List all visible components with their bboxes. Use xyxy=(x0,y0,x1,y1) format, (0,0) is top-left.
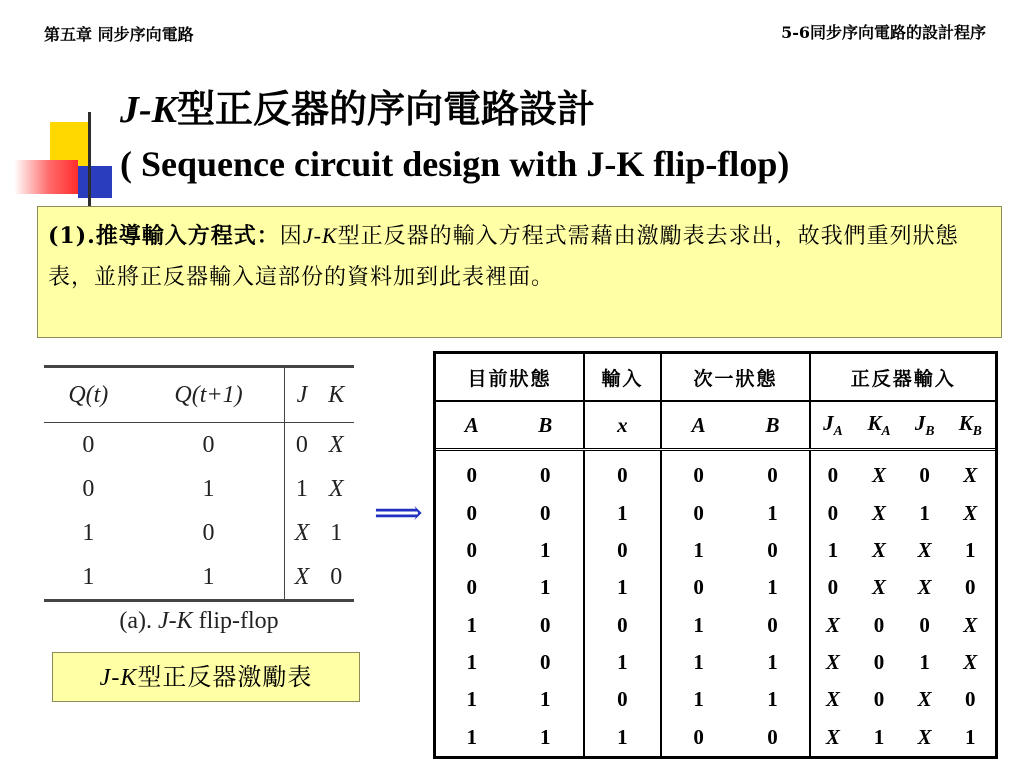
caption-pre: (a). xyxy=(119,608,158,634)
state-cell: 0 xyxy=(873,687,885,712)
state-cell: 0 xyxy=(466,537,477,562)
chapter-header: 第五章 同步序向電路 xyxy=(44,25,194,44)
state-row xyxy=(436,644,995,681)
excitation-cell: 0 xyxy=(82,475,95,502)
state-table-body xyxy=(436,450,995,757)
excitation-header-row xyxy=(44,367,354,423)
group-present-state: 目前狀態 xyxy=(436,354,584,401)
note-jk: J-K xyxy=(302,223,338,248)
state-cell: 1 xyxy=(539,537,551,562)
state-row xyxy=(436,681,995,718)
state-cell: 1 xyxy=(919,500,930,525)
excitation-label-box xyxy=(52,652,360,702)
label-jk: J-K xyxy=(99,665,138,691)
subscript-a: A xyxy=(881,423,891,439)
state-cell: 1 xyxy=(767,650,778,675)
state-cell: 0 xyxy=(584,532,661,569)
state-cell: 1 xyxy=(466,612,477,637)
state-cell: 0 xyxy=(767,612,778,637)
state-cell: X xyxy=(810,719,854,756)
excitation-cell: X xyxy=(328,431,344,458)
state-cell: 1 xyxy=(661,532,736,569)
note-text-1: 因 xyxy=(279,224,303,249)
state-cell: 1 xyxy=(466,724,477,749)
state-sub-header-row xyxy=(436,401,995,450)
state-cell: 1 xyxy=(661,681,736,718)
state-cell: 0 xyxy=(919,463,930,488)
state-cell: 0 xyxy=(584,607,661,644)
state-row xyxy=(436,494,995,531)
sub-header: A xyxy=(436,401,507,450)
excitation-caption xyxy=(44,608,354,635)
state-cell: 1 xyxy=(810,532,854,569)
state-cell: 0 xyxy=(767,537,778,562)
excitation-cell: X xyxy=(285,555,319,601)
sub-header xyxy=(946,401,995,450)
excitation-row xyxy=(44,511,354,555)
state-cell: 0 xyxy=(873,612,885,637)
excitation-cell: 1 xyxy=(285,467,319,511)
state-cell: 0 xyxy=(767,724,778,749)
state-cell: 0 xyxy=(919,612,930,637)
excitation-table-figure xyxy=(44,365,354,635)
state-cell: 0 xyxy=(661,719,736,756)
state-cell: 0 xyxy=(466,500,477,525)
state-cell: 1 xyxy=(767,500,778,525)
subscript-b: B xyxy=(972,423,982,439)
sub-header-j: J xyxy=(823,410,834,435)
state-cell: X xyxy=(872,500,887,525)
state-row xyxy=(436,532,995,569)
state-cell: X xyxy=(872,463,887,488)
state-cell: X xyxy=(872,537,887,562)
note-box xyxy=(37,206,1002,338)
state-cell: 0 xyxy=(661,569,736,606)
state-cell: 1 xyxy=(873,724,885,749)
decor-vertical-line xyxy=(88,112,91,208)
excitation-cell: 1 xyxy=(133,555,285,601)
state-cell: X xyxy=(917,537,932,562)
excitation-cell: 1 xyxy=(330,519,343,546)
state-cell: X xyxy=(810,644,854,681)
excitation-cell: 1 xyxy=(82,519,95,546)
slide-title-english: ( Sequence circuit design with J-K flip-flop) xyxy=(120,144,790,184)
excitation-header: J xyxy=(285,367,319,423)
state-cell: 0 xyxy=(965,575,976,600)
state-cell: 0 xyxy=(767,463,778,488)
state-table xyxy=(436,354,995,756)
state-cell: 1 xyxy=(539,724,551,749)
sub-header-k: K xyxy=(867,410,882,435)
state-cell: 0 xyxy=(965,687,976,712)
state-cell: X xyxy=(917,724,932,749)
note-lead: (1).推導輸入方程式： xyxy=(48,223,280,249)
title-zh: 型正反器的序向電路設計 xyxy=(177,86,596,131)
excitation-header: Q(t+1) xyxy=(133,367,285,423)
state-row xyxy=(436,569,995,606)
state-cell: 1 xyxy=(584,569,661,606)
state-cell: X xyxy=(963,650,978,675)
state-cell: 1 xyxy=(767,687,778,712)
state-cell: 1 xyxy=(584,644,661,681)
excitation-cell: 1 xyxy=(202,475,215,502)
sub-header-j: J xyxy=(914,410,926,435)
caption-post: flip-flop xyxy=(192,608,279,634)
state-cell: 0 xyxy=(661,494,736,531)
state-cell: 1 xyxy=(466,687,477,712)
state-cell: X xyxy=(810,607,854,644)
state-cell: 1 xyxy=(767,575,778,600)
state-cell: X xyxy=(917,575,932,600)
caption-jk: J-K xyxy=(158,608,193,634)
excitation-header: Q(t) xyxy=(44,367,133,423)
sub-header xyxy=(904,401,946,450)
excitation-row xyxy=(44,467,354,511)
state-cell: X xyxy=(963,500,978,525)
sub-header-k: K xyxy=(958,410,973,435)
label-zh: 型正反器激勵表 xyxy=(137,663,313,691)
subscript-b: B xyxy=(925,423,935,439)
state-table-frame xyxy=(433,351,998,759)
state-cell: 1 xyxy=(466,650,477,675)
subscript-a: A xyxy=(833,423,843,439)
state-cell: 1 xyxy=(661,644,736,681)
state-row xyxy=(436,450,995,495)
state-cell: X xyxy=(810,681,854,718)
note-text-2: 型正反器的輸入方程式需藉由激勵表去求出，故我們重列狀態表，並將正反器輸入這部份的資料加到此表裡面。 xyxy=(48,224,959,290)
excitation-header: K xyxy=(318,367,354,423)
state-cell: 0 xyxy=(539,612,551,637)
state-cell: 0 xyxy=(661,450,736,495)
excitation-cell: X xyxy=(285,511,319,555)
state-cell: 1 xyxy=(539,687,551,712)
excitation-row xyxy=(44,555,354,601)
state-cell: 0 xyxy=(810,494,854,531)
sub-header: B xyxy=(507,401,584,450)
excitation-cell: 0 xyxy=(202,519,215,546)
sub-header: B xyxy=(736,401,811,450)
state-cell: 0 xyxy=(539,463,551,488)
slide-title-chinese xyxy=(120,78,595,133)
state-cell: 0 xyxy=(539,650,551,675)
state-cell: 0 xyxy=(466,575,477,600)
sub-header: A xyxy=(661,401,736,450)
sub-header: x xyxy=(584,401,661,450)
group-ff-inputs: 正反器輸入 xyxy=(810,354,995,401)
group-next-state: 次一狀態 xyxy=(661,354,811,401)
state-row xyxy=(436,607,995,644)
state-cell: X xyxy=(917,687,932,712)
state-cell: 0 xyxy=(810,450,854,495)
excitation-cell: 0 xyxy=(202,431,215,458)
state-cell: 1 xyxy=(965,724,976,749)
state-cell: 0 xyxy=(584,450,661,495)
state-row xyxy=(436,719,995,756)
state-cell: 1 xyxy=(919,650,930,675)
excitation-cell: X xyxy=(328,475,344,502)
state-cell: X xyxy=(872,575,887,600)
excitation-cell: 1 xyxy=(44,555,133,601)
sub-header xyxy=(854,401,903,450)
state-cell: 0 xyxy=(466,463,477,488)
sub-header xyxy=(810,401,854,450)
state-cell: 0 xyxy=(584,681,661,718)
group-input: 輸入 xyxy=(584,354,661,401)
excitation-table xyxy=(44,365,354,602)
state-cell: 0 xyxy=(539,500,551,525)
excitation-row xyxy=(44,423,354,468)
state-cell: 1 xyxy=(584,494,661,531)
state-cell: X xyxy=(963,463,978,488)
excitation-cell: 0 xyxy=(82,431,95,458)
state-group-header-row xyxy=(436,354,995,401)
title-jk: J-K xyxy=(120,89,177,131)
state-cell: 1 xyxy=(539,575,551,600)
decor-blue-square xyxy=(78,166,112,198)
state-cell: X xyxy=(963,612,978,637)
decor-red-bar xyxy=(14,160,78,194)
state-cell: 1 xyxy=(584,719,661,756)
excitation-cell: 0 xyxy=(318,555,354,601)
state-cell: 1 xyxy=(965,537,976,562)
state-cell: 0 xyxy=(873,650,885,675)
state-cell: 0 xyxy=(810,569,854,606)
excitation-cell: 0 xyxy=(285,423,319,468)
state-cell: 1 xyxy=(661,607,736,644)
double-arrow-icon: ⟹ xyxy=(374,493,423,533)
section-header: 5-6同步序向電路的設計程序 xyxy=(781,23,986,42)
